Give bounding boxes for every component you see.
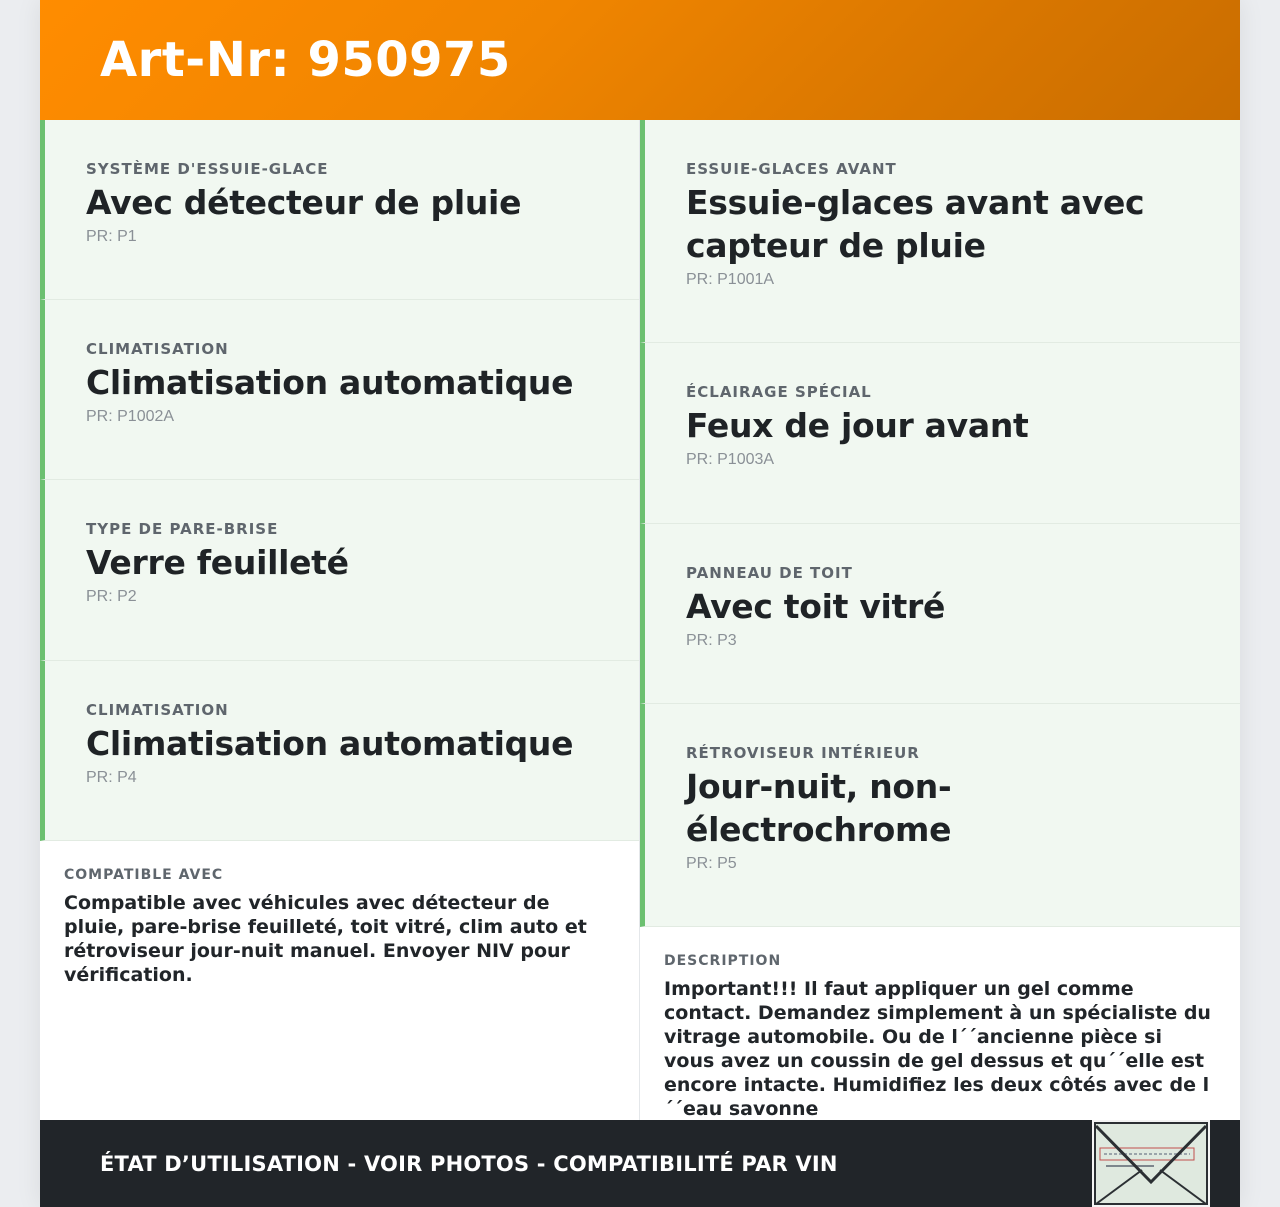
feature-pr-code: PR: P1002A: [86, 408, 175, 425]
feature-label: TYPE DE PARE-BRISE: [86, 520, 279, 538]
feature-pr-code: PR: P5: [686, 855, 737, 872]
feature-pr-code: PR: P1: [86, 228, 137, 245]
footer-text: ÉTAT D’UTILISATION - VOIR PHOTOS - COMPATIBILITÉ PAR VIN: [100, 1151, 838, 1176]
feature-pr-code: PR: P4: [86, 769, 137, 786]
feature-label: CLIMATISATION: [86, 701, 229, 719]
feature-pr-code: PR: P1001A: [686, 271, 775, 288]
feature-columns: [40, 120, 1240, 1120]
feature-value: Climatisation automatique: [86, 363, 574, 402]
feature-value: Avec détecteur de pluie: [86, 183, 522, 222]
compatible-label: COMPATIBLE AVEC: [64, 867, 224, 883]
feature-pr-code: PR: P1003A: [686, 451, 775, 468]
feature-card: [640, 343, 1240, 524]
article-number-title: Art-Nr: 950975: [100, 32, 511, 88]
description-text: Important!!! Il faut appliquer un gel comme contact. Demandez simplement à un spécialiste du vitrage automobile. Ou de l´´ancienne pièce si vous avez un coussin de gel dessus et qu´´elle est encore intacte. Humidifiez les deux côtés avec de l´´eau savonne: [664, 978, 1211, 1120]
right-column: [640, 120, 1240, 1120]
feature-value: Climatisation automatique: [86, 724, 574, 763]
feature-value: Feux de jour avant: [686, 406, 1029, 445]
feature-card: [40, 300, 639, 480]
compatible-note: [40, 841, 639, 987]
envelope-thumbnail-icon[interactable]: [1092, 1120, 1210, 1207]
feature-label: SYSTÈME D'ESSUIE-GLACE: [86, 160, 329, 178]
feature-value: Jour-nuit, non-électrochrome: [686, 767, 952, 849]
feature-pr-code: PR: P2: [86, 588, 137, 605]
product-card: [40, 0, 1240, 1207]
description-label: DESCRIPTION: [664, 953, 782, 969]
feature-value: Avec toit vitré: [686, 587, 946, 626]
feature-label: RÉTROVISEUR INTÉRIEUR: [686, 744, 920, 762]
feature-pr-code: PR: P3: [686, 632, 737, 649]
feature-card: [40, 120, 639, 300]
feature-card: [40, 480, 639, 661]
feature-label: PANNEAU DE TOIT: [686, 564, 853, 582]
description-note: [640, 927, 1240, 1121]
feature-label: CLIMATISATION: [86, 340, 229, 358]
article-header: [40, 0, 1240, 120]
feature-label: ESSUIE-GLACES AVANT: [686, 160, 897, 178]
feature-card: [640, 120, 1240, 343]
feature-card: [640, 524, 1240, 704]
footer-banner: [40, 1120, 1240, 1207]
feature-card: [40, 661, 639, 841]
compatible-text: Compatible avec véhicules avec détecteur de pluie, pare-brise feuilleté, toit vitré, clim auto et rétroviseur jour-nuit manuel. Envoyer NIV pour vérification.: [64, 892, 587, 986]
feature-label: ÉCLAIRAGE SPÉCIAL: [686, 383, 872, 401]
feature-value: Verre feuilleté: [86, 543, 349, 582]
envelope-thumbnail-graphic: [1094, 1122, 1208, 1205]
feature-value: Essuie-glaces avant avec capteur de pluie: [686, 183, 1145, 265]
left-column: [40, 120, 640, 1120]
feature-card: [640, 704, 1240, 927]
